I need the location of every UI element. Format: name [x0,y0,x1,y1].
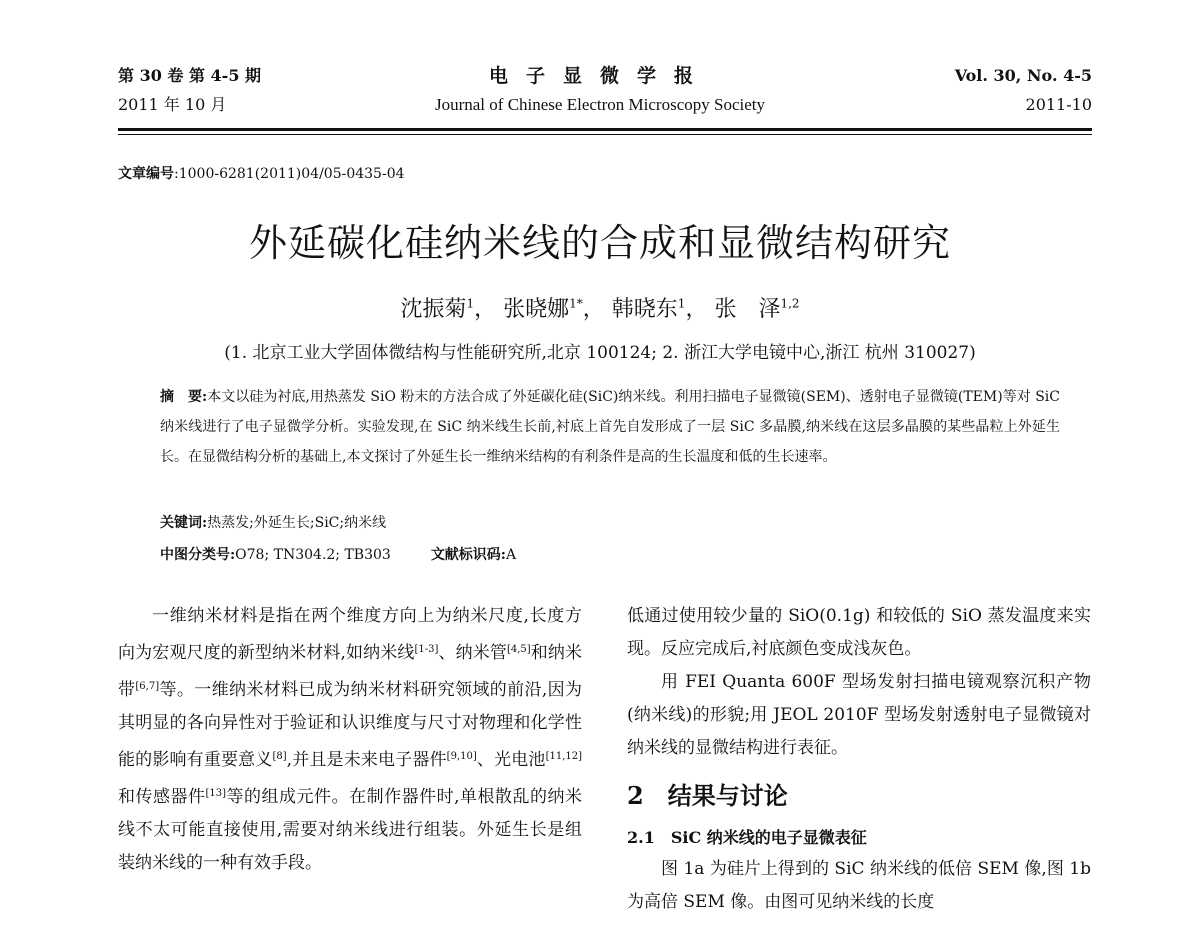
author-sep: ， [474,297,497,322]
author-list [0,292,1200,323]
keywords-label: 关键词: [160,515,208,531]
keywords-value: 热蒸发;外延生长;SiC;纳米线 [207,515,387,531]
author-affil-mark: 1 [466,296,475,311]
author-name: 沈振菊 [400,297,467,322]
author-sep: ， [582,297,605,322]
abstract-text: 本文以硅为衬底,用热蒸发 SiO 粉末的方法合成了外延碳化硅(SiC)纳米线。利用扫描电子显微镜(SEM)、透射电子显微镜(TEM)等对 SiC 纳米线进行了电子显微学分析。实验发现,在 SiC 纳米线生长前,衬底上首先自发形成了一层 SiC 多晶膜,纳米线在这层多晶膜的某些晶粒上外延生长。在显微结构分析的基础上,本文探讨了外延生长一维纳米结构的有利条件是高的生长温度和低的生长速率。 [160,389,1061,465]
citation: [8] [272,751,287,762]
intro-paragraph [118,600,582,880]
author-affil-mark: 1,2 [780,296,800,311]
citation: [1-3] [414,644,439,655]
citation: [4,5] [506,644,531,655]
author-name: 韩晓东 [611,297,678,322]
text-run: 一维纳米材料是指在两个维度方向上为纳米尺度,长度方向为宏观尺度的新型纳米材料,如纳米线 [118,606,582,663]
issue-date: 2011 年 10 月 [118,95,227,114]
text-run: 和纳米带 [118,643,583,700]
methods-paragraph: 用 FEI Quanta 600F 型场发射扫描电镜观察沉积产物(纳米线)的形貌;用 JEOL 2010F 型场发射透射电子显微镜对纳米线的显微结构进行表征。 [627,672,1091,758]
text-run: 等的组成元件。在制作器件时,单根散乱的纳米线不太可能直接使用,需要对纳米线进行组装。外延生长是组装纳米线的一种有效手段。 [118,787,583,873]
results-paragraph: 图 1a 为硅片上得到的 SiC 纳米线的低倍 SEM 像,图 1b 为高倍 SEM 像。由图可见纳米线的长度 [627,859,1091,912]
issue-date-en: 2011-10 [1025,95,1092,114]
abstract [160,382,1060,472]
keywords [160,512,386,532]
author-name: 张晓娜 [503,297,570,322]
article-number-label: 文章编号 [118,166,174,182]
paper-title: 外延碳化硅纳米线的合成和显微结构研究 [248,221,951,265]
journal-name-cn: 电子显微学报 [488,65,711,87]
doc-code-label: 文献标识码: [430,547,506,563]
body-left-column [118,600,582,880]
clc-label: 中图分类号: [160,547,236,563]
article-number [118,163,405,183]
text-run: 、光电池 [476,750,546,770]
text-run: 、纳米管 [438,643,507,663]
subsection-heading: 2.1 SiC 纳米线的电子显微表征 [627,828,867,847]
article-number-value: :1000-6281(2011)04/05-0435-04 [174,166,405,182]
text-run: 和传感器件 [118,787,206,807]
text-run: ,并且是未来电子器件 [286,750,447,770]
text-run: 等。一维纳米材料已成为纳米材料研究领域的前沿,因为其明显的各向异性对于验证和认识维度与尺寸对物理和化学性能的影响有重要意义 [118,680,583,770]
body-right-column [627,600,1091,919]
citation: [9,10] [446,751,477,762]
author-affil-mark: 1 [677,296,686,311]
affiliation: (1. 北京工业大学固体微结构与性能研究所,北京 100124; 2. 浙江大学电镜中心,浙江 杭州 310027) [224,343,976,363]
classification [160,544,516,564]
journal-volume-info-en [955,62,1092,120]
header-rule-thin [118,134,1092,135]
citation: [6,7] [135,681,160,692]
journal-name-en: Journal of Chinese Electron Microscopy Society [434,95,765,114]
volume-issue: 第 30 卷 第 4-5 期 [118,66,262,85]
section-heading: 2 结果与讨论 [627,781,788,810]
continued-paragraph: 低通过使用较少量的 SiO(0.1g) 和较低的 SiO 蒸发温度来实现。反应完成后,衬底颜色变成浅灰色。 [627,606,1091,659]
author-affil-mark: 1* [569,296,583,311]
header-rule-thick [118,128,1092,131]
citation: [11,12] [545,751,583,762]
volume-issue-en: Vol. 30, No. 4-5 [954,66,1092,85]
doc-code-value: A [505,547,517,563]
author-sep: ， [685,297,708,322]
author-name: 张 泽 [714,297,781,322]
clc-value: O78; TN304.2; TB303 [235,547,391,563]
abstract-label: 摘 要: [160,389,208,405]
citation: [13] [205,788,227,799]
